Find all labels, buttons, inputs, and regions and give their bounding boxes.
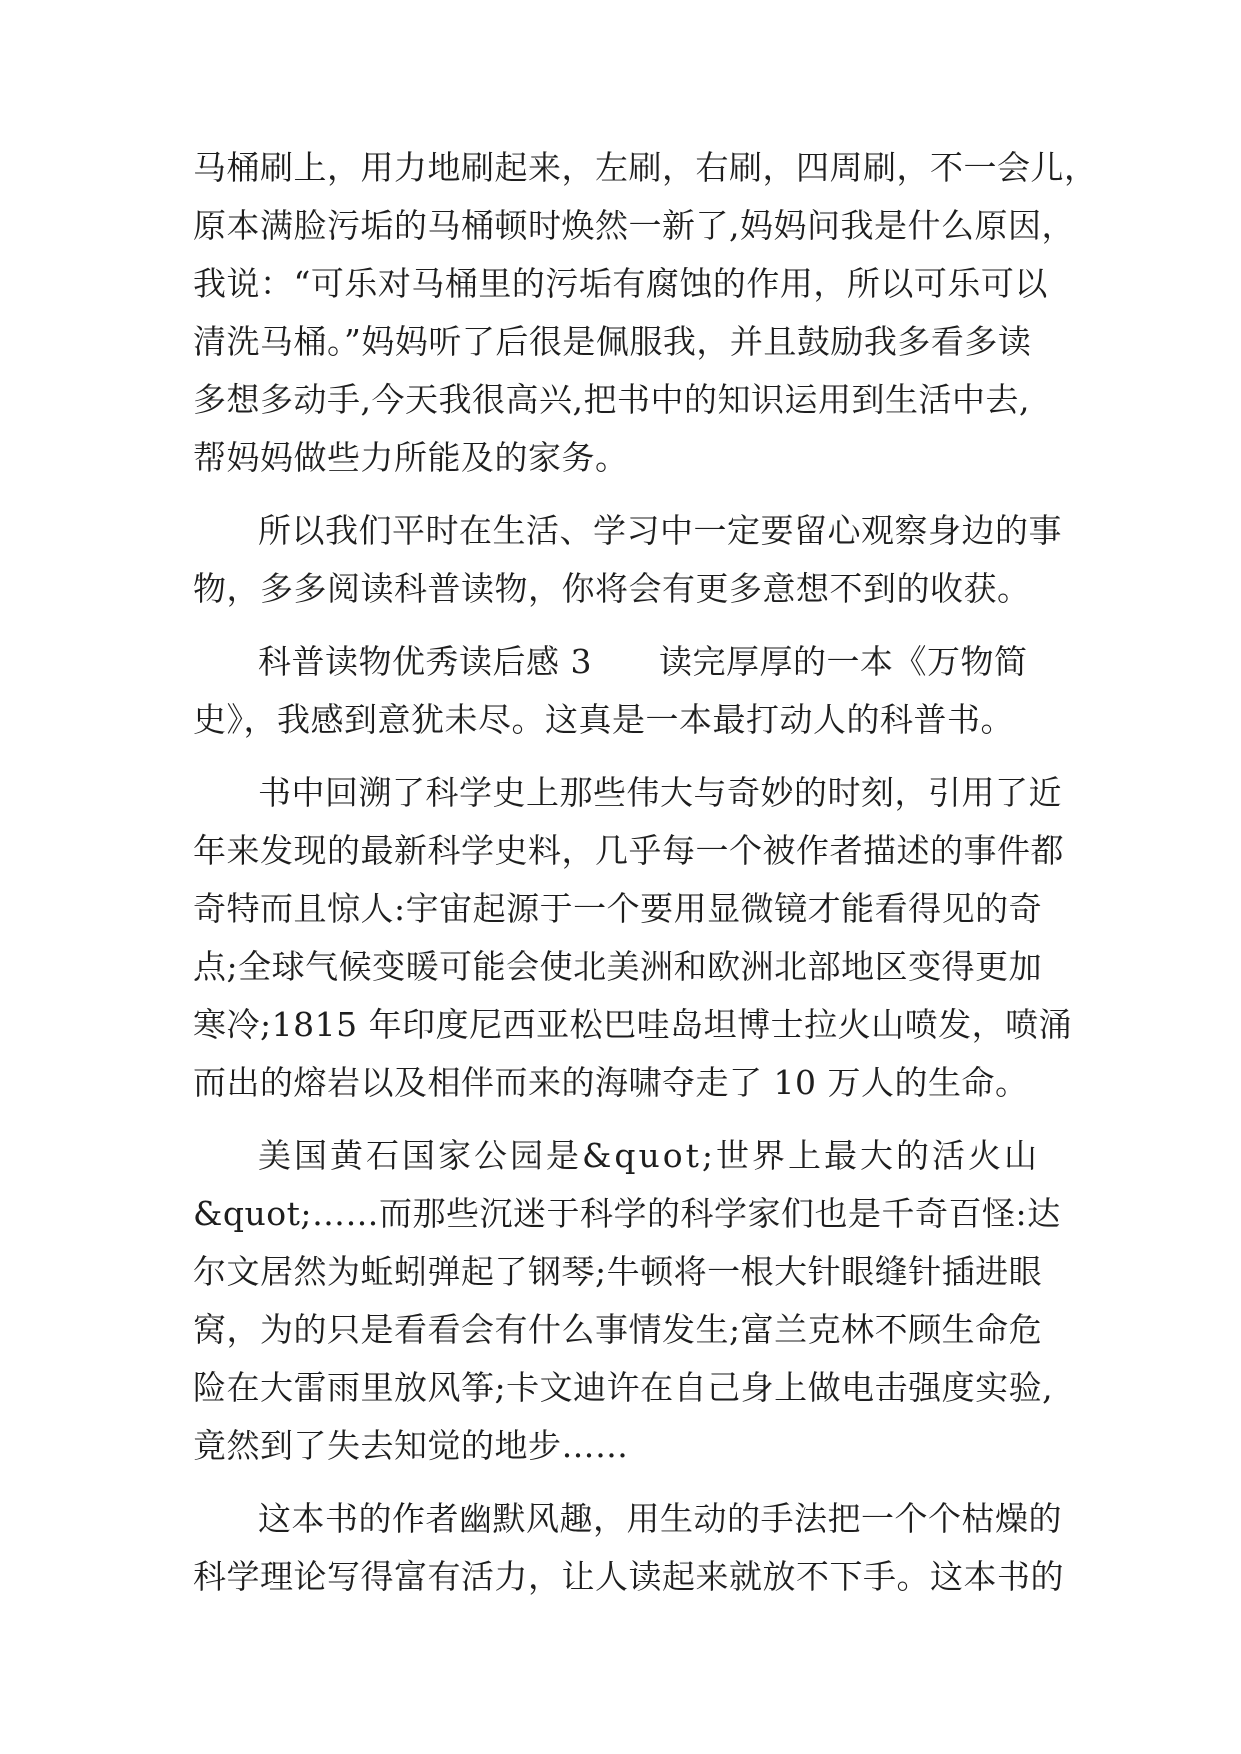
text-line: 尔文居然为蚯蚓弹起了钢琴;牛顿将一根大针眼缝针插进眼 [193, 1252, 1043, 1291]
paragraph-first-line: 书中回溯了科学史上那些伟大与奇妙的时刻，引用了近 [258, 773, 1062, 812]
text-line: 窝，为的只是看看会有什么事情发生;富兰克林不顾生命危 [193, 1310, 1043, 1349]
section-heading-line: 科普读物优秀读后感 3 读完厚厚的一本《万物简 [258, 642, 1028, 681]
text-line: 物，多多阅读科普读物，你将会有更多意想不到的收获。 [193, 569, 1031, 608]
text-line: 点;全球气候变暖可能会使北美洲和欧洲北部地区变得更加 [193, 947, 1043, 986]
text-line: 清洗马桶。”妈妈听了后很是佩服我，并且鼓励我多看多读 [193, 322, 1032, 361]
paragraph-first-line: 所以我们平时在生活、学习中一定要留心观察身边的事 [258, 511, 1062, 550]
text-line: 史》，我感到意犹未尽。这真是一本最打动人的科普书。 [193, 700, 1014, 739]
text-line: 我说：“可乐对马桶里的污垢有腐蚀的作用，所以可乐可以 [193, 264, 1048, 303]
text-line: 竟然到了失去知觉的地步…… [193, 1426, 629, 1465]
paragraph-first-line: 美国黄石国家公园是&quot;世界上最大的活火山 [258, 1136, 1040, 1175]
text-line: 寒冷;1815 年印度尼西亚松巴哇岛坦博士拉火山喷发，喷涌 [193, 1005, 1073, 1044]
text-line: 科学理论写得富有活力，让人读起来就放不下手。这本书的 [193, 1557, 1064, 1596]
text-line: 多想多动手,今天我很高兴,把书中的知识运用到生活中去, [193, 380, 1030, 419]
text-line: 马桶刷上，用力地刷起来，左刷，右刷，四周刷，不一会儿， [193, 148, 1098, 187]
text-line: 年来发现的最新科学史料，几乎每一个被作者描述的事件都 [193, 831, 1064, 870]
text-line: 原本满脸污垢的马桶顿时焕然一新了,妈妈问我是什么原因， [193, 206, 1075, 245]
text-line: 险在大雷雨里放风筝;卡文迪许在自己身上做电击强度实验, [193, 1368, 1054, 1407]
paragraph-first-line: 这本书的作者幽默风趣，用生动的手法把一个个枯燥的 [258, 1499, 1062, 1538]
text-line: 奇特而且惊人:宇宙起源于一个要用显微镜才能看得见的奇 [193, 889, 1043, 928]
text-line: 而出的熔岩以及相伴而来的海啸夺走了 10 万人的生命。 [193, 1063, 1029, 1102]
text-line: &quot;……而那些沉迷于科学的科学家们也是千奇百怪:达 [193, 1194, 1061, 1233]
text-line: 帮妈妈做些力所能及的家务。 [193, 438, 629, 477]
